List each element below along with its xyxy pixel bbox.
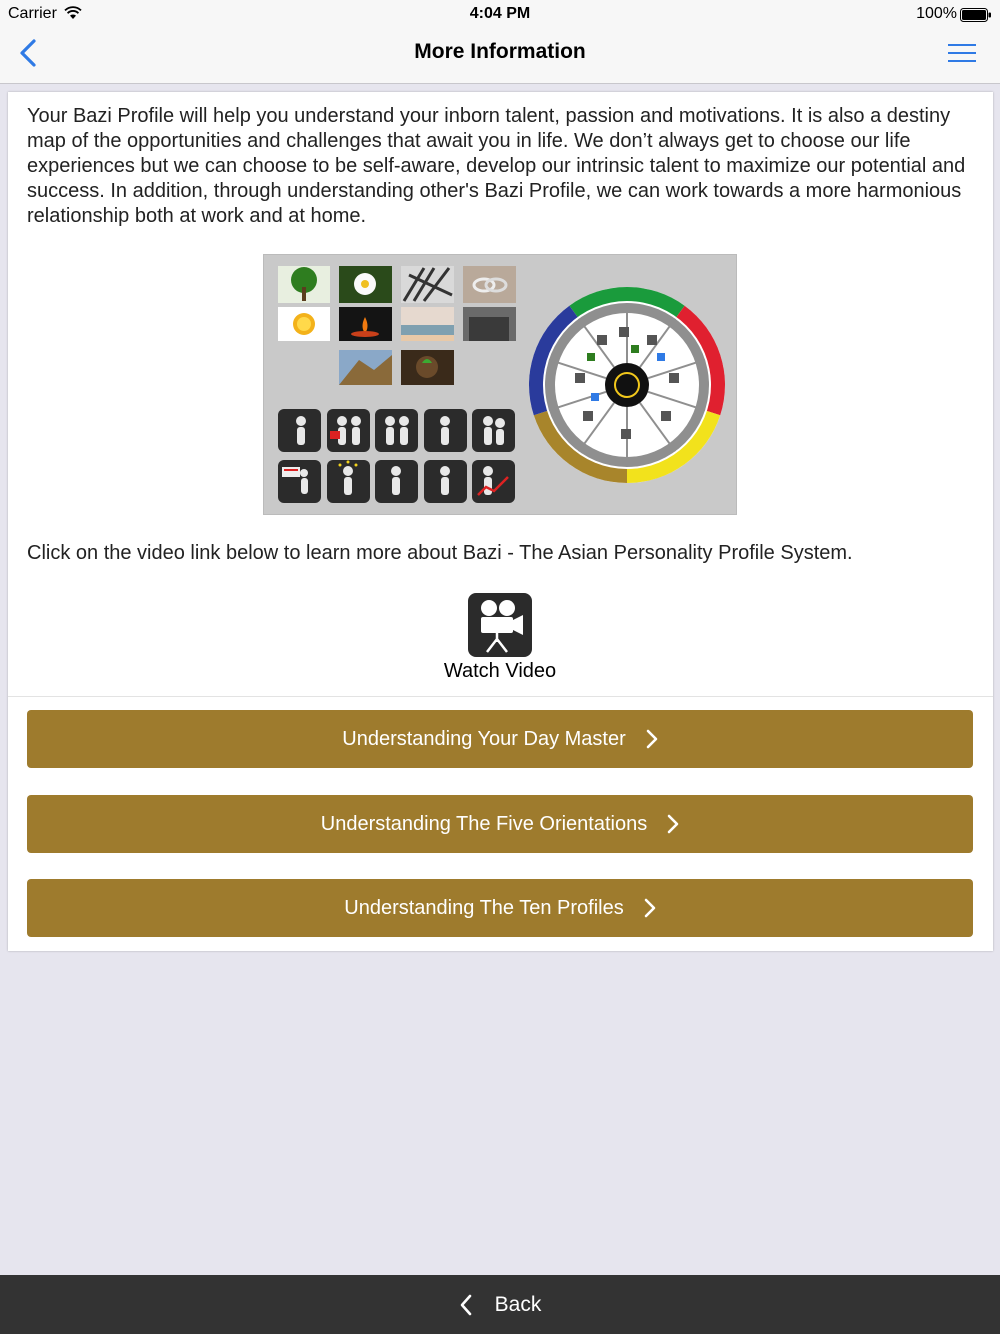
- status-bar: [0, 0, 1000, 28]
- bazi-collage-graphic: [264, 255, 737, 515]
- movie-camera-icon[interactable]: [467, 592, 533, 658]
- video-description: Click on the video link below to learn more about Bazi - The Asian Personality Profile System.: [27, 542, 853, 564]
- clock: 4:04 PM: [469, 5, 531, 22]
- chevron-left-icon[interactable]: [459, 1294, 473, 1316]
- navigation-bar: [0, 28, 1000, 84]
- ten-profiles-button[interactable]: [27, 879, 973, 937]
- content-card: [8, 92, 993, 951]
- watch-video-link[interactable]: [428, 592, 572, 683]
- page-title: More Information: [414, 40, 586, 63]
- watch-video-label[interactable]: Watch Video: [443, 660, 557, 682]
- divider: [8, 696, 993, 697]
- carrier-label: Carrier: [8, 5, 57, 22]
- chevron-right-icon: [644, 898, 656, 918]
- intro-paragraph: Your Bazi Profile will help you understand your inborn talent, passion and motivations. It is also a destiny map of the opportunities and challenges that await you in life. We don’t always get to choose our life experiences but we can choose to be self-aware, develop our intrinsic talent to maximize our potential and success. In addition, through understanding other's Bazi Profile, we can work towards a more harmonious relationship both at work and at home.: [27, 105, 966, 227]
- ten-profiles-button-label[interactable]: Understanding The Ten Profiles: [344, 896, 624, 919]
- bazi-collage-image: [263, 254, 737, 515]
- battery-icon: [960, 8, 992, 22]
- five-orientations-button-label[interactable]: Understanding The Five Orientations: [320, 812, 648, 835]
- chevron-right-icon: [646, 729, 658, 749]
- five-orientations-button[interactable]: [27, 795, 973, 853]
- day-master-button-label[interactable]: Understanding Your Day Master: [342, 727, 626, 750]
- hamburger-menu-icon[interactable]: [948, 44, 976, 64]
- day-master-button[interactable]: [27, 710, 973, 768]
- bottom-back-bar[interactable]: [0, 1275, 1000, 1334]
- five-elements-wheel: [529, 287, 725, 483]
- bottom-back-label[interactable]: Back: [494, 1292, 542, 1316]
- battery-percent: 100%: [916, 5, 957, 22]
- chevron-right-icon: [667, 814, 679, 834]
